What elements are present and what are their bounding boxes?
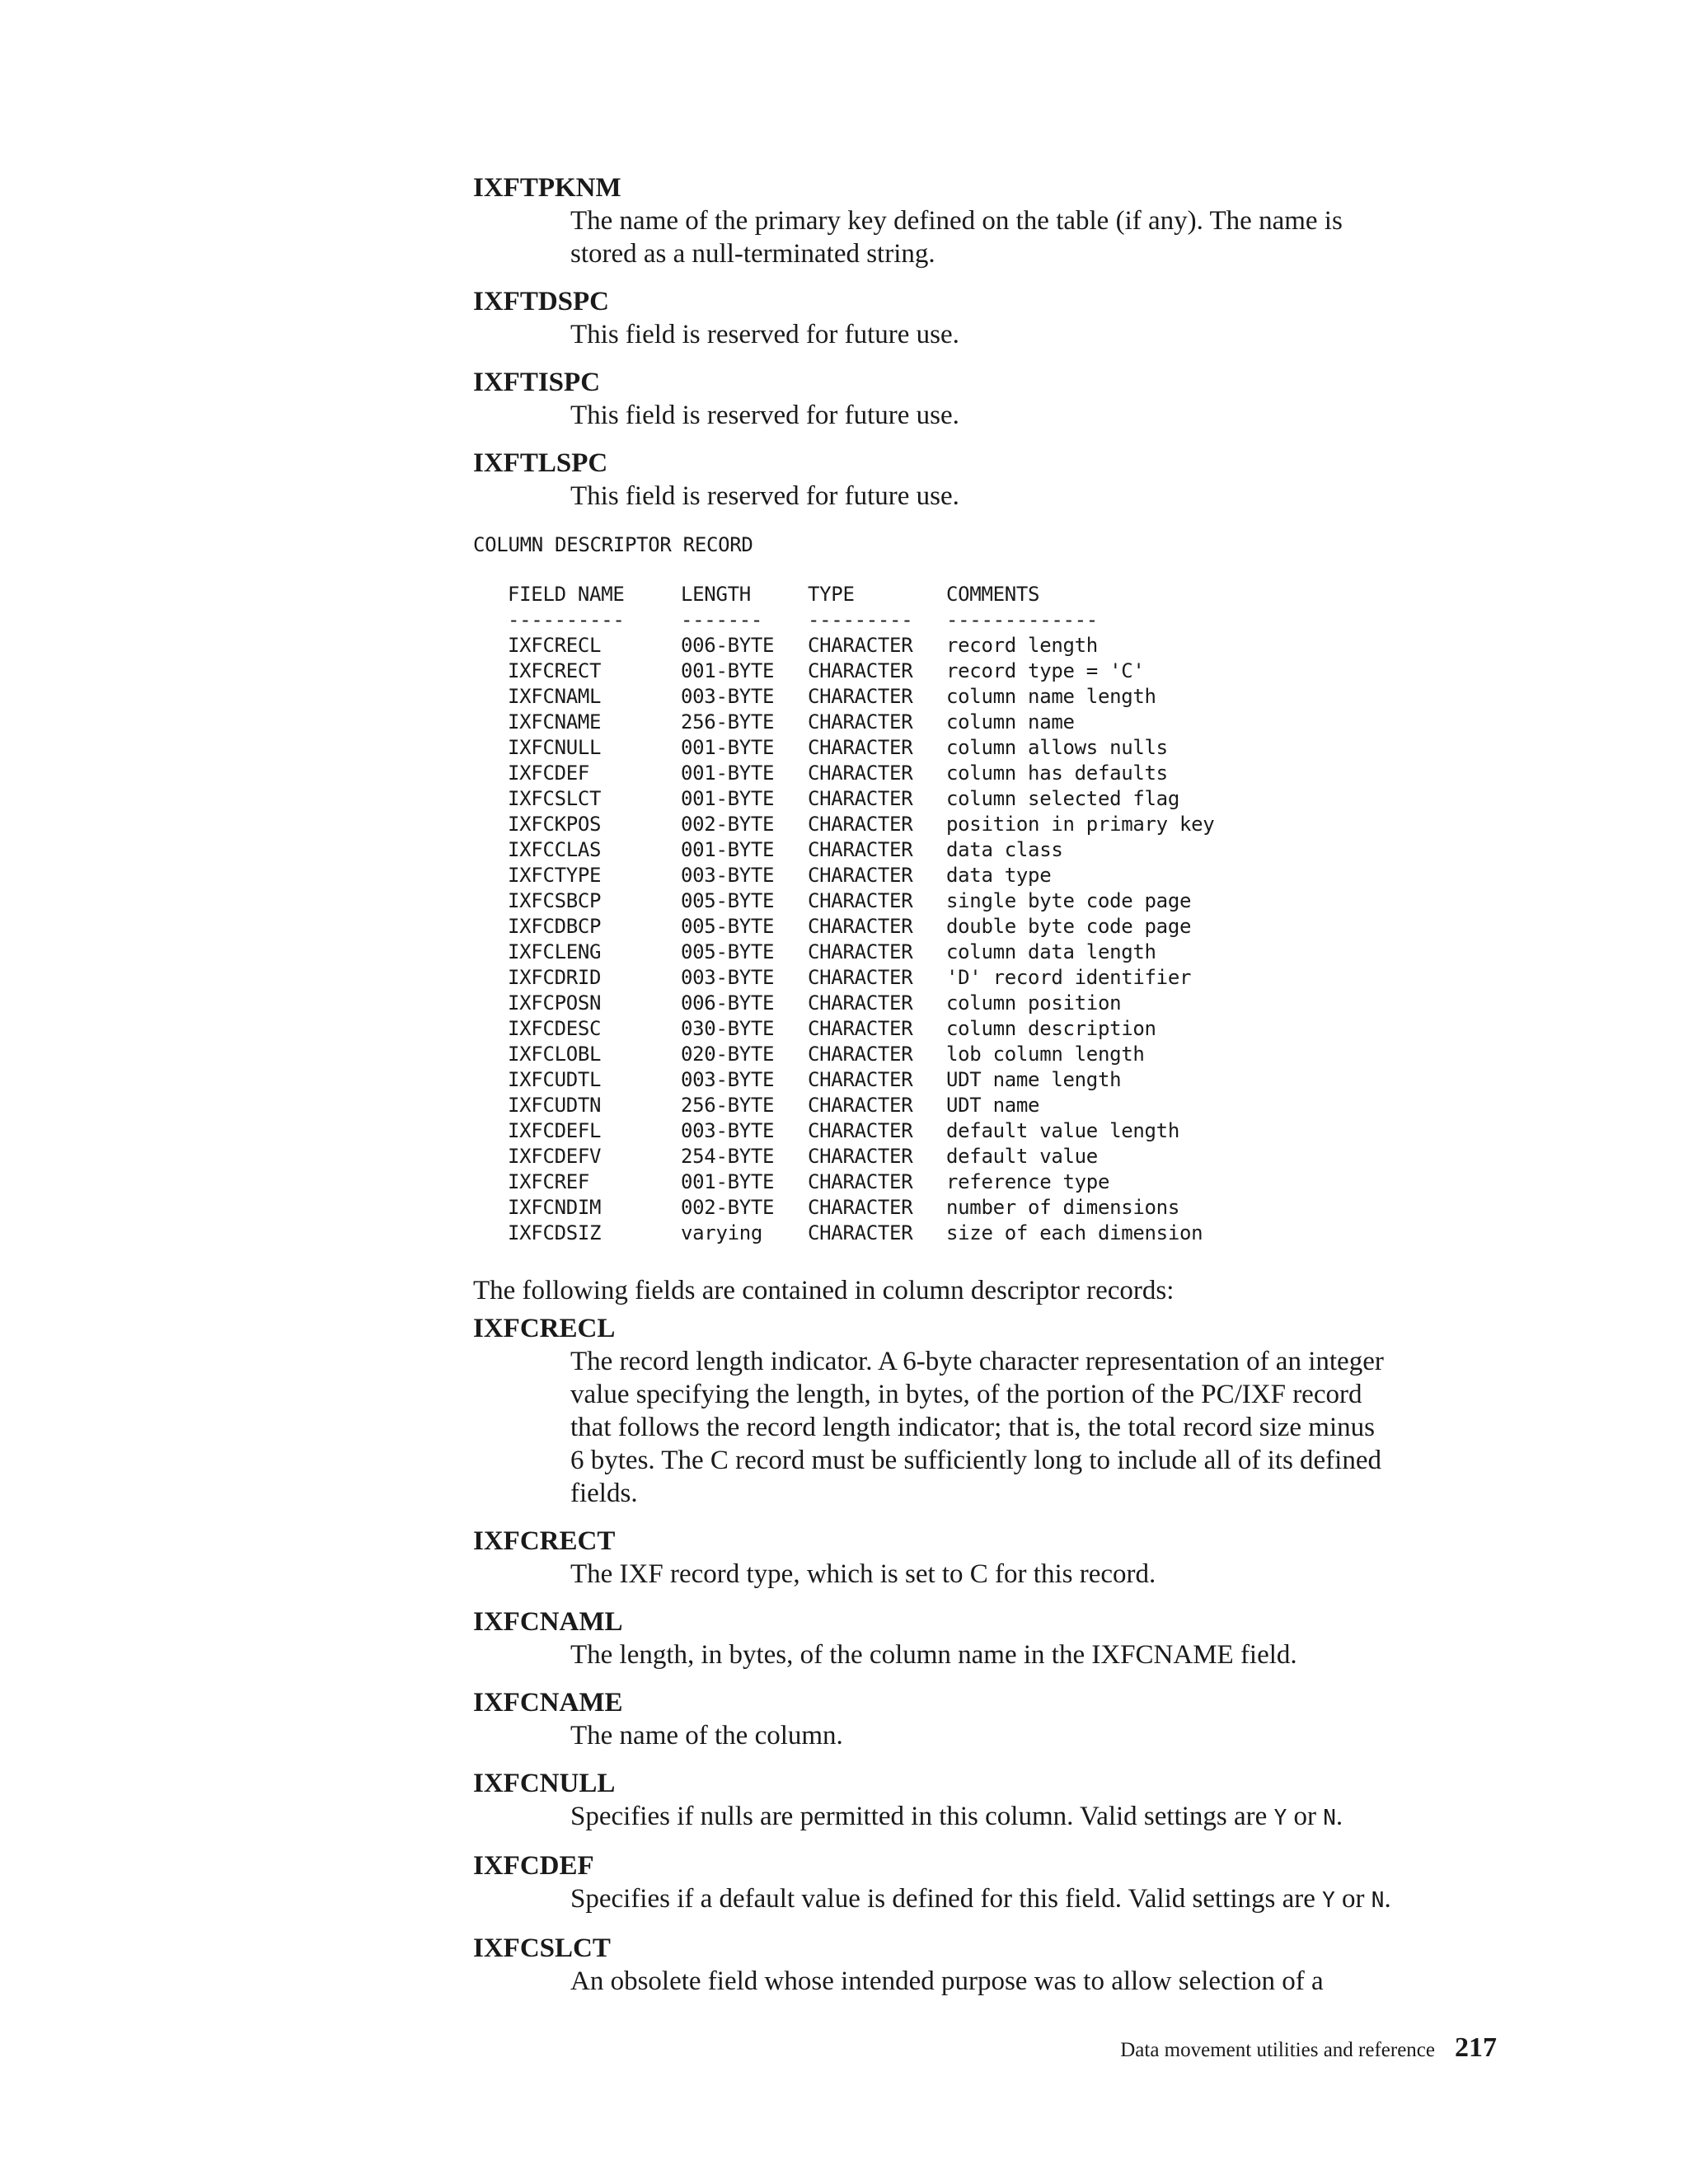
table-cell: 005-BYTE bbox=[681, 915, 775, 938]
table-cell: CHARACTER bbox=[808, 1043, 913, 1066]
table-cell: column name length bbox=[946, 685, 1156, 708]
definition-line: value specifying the length, in bytes, of the portion of the PC/IXF record bbox=[570, 1380, 1362, 1409]
table-cell: column data length bbox=[946, 940, 1156, 963]
table-cell: CHARACTER bbox=[808, 1145, 913, 1168]
table-cell: IXFCPOSN bbox=[508, 991, 602, 1015]
definition-term: IXFCRECT bbox=[473, 1526, 616, 1556]
table-cell: data type bbox=[946, 864, 1052, 887]
definition-term: IXFTDSPC bbox=[473, 287, 610, 316]
definition-text bbox=[570, 399, 1510, 432]
definition-line: that follows the record length indicator; that is, the total record size minus bbox=[570, 1413, 1375, 1442]
table-row bbox=[508, 1169, 1528, 1195]
definition-text bbox=[570, 1558, 1510, 1591]
definition-text bbox=[570, 1638, 1510, 1671]
table-row bbox=[508, 1016, 1528, 1042]
table-row bbox=[508, 1144, 1528, 1169]
table-cell: 002-BYTE bbox=[681, 1196, 775, 1219]
table-cell: CHARACTER bbox=[808, 634, 913, 657]
table-cell: IXFCRECL bbox=[508, 634, 602, 657]
table-cell: CHARACTER bbox=[808, 1119, 913, 1142]
definition-line: The length, in bytes, of the column name in the IXFCNAME field. bbox=[570, 1640, 1297, 1670]
table-row bbox=[508, 888, 1528, 914]
table-cell: IXFCNAML bbox=[508, 685, 602, 708]
bottom-definition-list bbox=[473, 1312, 1528, 1767]
table-row bbox=[508, 658, 1528, 684]
definition-entry-ixfcnull bbox=[473, 1767, 1528, 1835]
definition-text bbox=[570, 318, 1510, 351]
definition-entry bbox=[473, 1686, 1528, 1752]
table-cell: size of each dimension bbox=[946, 1221, 1203, 1244]
definition-entry bbox=[473, 1312, 1528, 1510]
definition-line: The record length indicator. A 6-byte character representation of an integer bbox=[570, 1347, 1384, 1376]
table-cell: position in primary key bbox=[946, 813, 1215, 836]
table-cell: 030-BYTE bbox=[681, 1017, 775, 1040]
table-cell: 001-BYTE bbox=[681, 736, 775, 759]
table-cell: 006-BYTE bbox=[681, 634, 775, 657]
definition-term: IXFTISPC bbox=[473, 368, 601, 397]
document-page bbox=[473, 171, 1528, 1998]
definition-entry bbox=[473, 1605, 1528, 1671]
footer-title: Data movement utilities and reference bbox=[1120, 2039, 1435, 2061]
table-row bbox=[508, 761, 1528, 786]
table-rule-row bbox=[508, 607, 1528, 633]
table-cell: FIELD NAME bbox=[508, 583, 625, 606]
table-cell: number of dimensions bbox=[946, 1196, 1179, 1219]
table-row bbox=[508, 991, 1528, 1016]
table-row bbox=[508, 633, 1528, 658]
table-cell: 256-BYTE bbox=[681, 710, 775, 733]
table-cell: CHARACTER bbox=[808, 889, 913, 912]
table-row bbox=[508, 786, 1528, 812]
definition-line: This field is reserved for future use. bbox=[570, 481, 959, 511]
table-cell: 001-BYTE bbox=[681, 659, 775, 682]
definition-term: IXFTLSPC bbox=[473, 448, 608, 478]
table-row bbox=[508, 684, 1528, 710]
definition-line: This field is reserved for future use. bbox=[570, 320, 959, 349]
table-cell: CHARACTER bbox=[808, 1170, 913, 1193]
table-row bbox=[508, 1195, 1528, 1221]
definition-text bbox=[570, 1800, 1510, 1835]
table-cell: IXFCRECT bbox=[508, 659, 602, 682]
table-cell: column name bbox=[946, 710, 1075, 733]
table-cell: CHARACTER bbox=[808, 1068, 913, 1091]
table-cell: IXFCDBCP bbox=[508, 915, 602, 938]
table-cell: column selected flag bbox=[946, 787, 1179, 810]
definition-text-part: Specifies if a default value is defined for this field. Valid settings are bbox=[570, 1884, 1323, 1914]
table-cell: column has defaults bbox=[946, 762, 1168, 785]
column-descriptor-table bbox=[508, 582, 1528, 1246]
table-cell: 006-BYTE bbox=[681, 991, 775, 1015]
table-cell: CHARACTER bbox=[808, 915, 913, 938]
definition-entry bbox=[473, 366, 1528, 432]
table-cell: IXFCSLCT bbox=[508, 787, 602, 810]
table-cell: IXFCUDTL bbox=[508, 1068, 602, 1091]
table-cell: CHARACTER bbox=[808, 1017, 913, 1040]
inline-code-n: N bbox=[1323, 1806, 1336, 1830]
table-cell: column allows nulls bbox=[946, 736, 1168, 759]
table-cell: 001-BYTE bbox=[681, 787, 775, 810]
definition-line: The IXF record type, which is set to C for this record. bbox=[570, 1559, 1156, 1589]
table-cell: IXFCREF bbox=[508, 1170, 590, 1193]
table-cell: IXFCDESC bbox=[508, 1017, 602, 1040]
definition-text: An obsolete field whose intended purpose was to allow selection of a bbox=[570, 1966, 1324, 1996]
definition-text bbox=[570, 1719, 1510, 1752]
table-header-row bbox=[508, 582, 1528, 607]
table-cell: UDT name bbox=[946, 1094, 1040, 1117]
table-cell: 'D' record identifier bbox=[946, 966, 1192, 989]
table-cell: ---------- bbox=[508, 608, 625, 631]
table-row bbox=[508, 1118, 1528, 1144]
table-cell: record length bbox=[946, 634, 1098, 657]
definition-entry bbox=[473, 1525, 1528, 1591]
table-row bbox=[508, 914, 1528, 940]
table-cell: 002-BYTE bbox=[681, 813, 775, 836]
definition-term: IXFCNULL bbox=[473, 1769, 616, 1798]
definition-line: stored as a null-terminated string. bbox=[570, 239, 935, 269]
definition-text-part: Specifies if nulls are permitted in this column. Valid settings are bbox=[570, 1802, 1274, 1831]
definition-text bbox=[570, 1882, 1510, 1917]
table-cell: IXFCDEF bbox=[508, 762, 590, 785]
definition-entry-ixfcdef bbox=[473, 1849, 1528, 1917]
table-cell: CHARACTER bbox=[808, 787, 913, 810]
table-row bbox=[508, 1067, 1528, 1093]
table-cell: column description bbox=[946, 1017, 1156, 1040]
table-cell: varying bbox=[681, 1221, 763, 1244]
table-cell: 003-BYTE bbox=[681, 966, 775, 989]
definition-line: This field is reserved for future use. bbox=[570, 401, 959, 430]
table-cell: UDT name length bbox=[946, 1068, 1122, 1091]
table-cell: 005-BYTE bbox=[681, 940, 775, 963]
table-cell: CHARACTER bbox=[808, 736, 913, 759]
table-cell: reference type bbox=[946, 1170, 1110, 1193]
table-cell: CHARACTER bbox=[808, 1094, 913, 1117]
table-cell: 005-BYTE bbox=[681, 889, 775, 912]
table-cell: IXFCDRID bbox=[508, 966, 602, 989]
table-cell: CHARACTER bbox=[808, 864, 913, 887]
table-cell: 020-BYTE bbox=[681, 1043, 775, 1066]
table-cell: IXFCDSIZ bbox=[508, 1221, 602, 1244]
table-cell: IXFCCLAS bbox=[508, 838, 602, 861]
definition-text-part: or bbox=[1334, 1884, 1372, 1914]
table-cell: IXFCNULL bbox=[508, 736, 602, 759]
table-cell: 001-BYTE bbox=[681, 1170, 775, 1193]
table-cell: ------------- bbox=[946, 608, 1098, 631]
definition-term: IXFCDEF bbox=[473, 1851, 594, 1881]
definition-line: 6 bytes. The C record must be sufficiently long to include all of its defined bbox=[570, 1446, 1381, 1475]
table-cell: CHARACTER bbox=[808, 813, 913, 836]
table-cell: 254-BYTE bbox=[681, 1145, 775, 1168]
table-row bbox=[508, 710, 1528, 735]
table-row bbox=[508, 965, 1528, 991]
table-cell: CHARACTER bbox=[808, 762, 913, 785]
definition-text bbox=[570, 480, 1510, 513]
table-cell: TYPE bbox=[808, 583, 855, 606]
definition-entry-ixfcslct bbox=[473, 1932, 1528, 1998]
table-cell: CHARACTER bbox=[808, 1196, 913, 1219]
table-row bbox=[508, 735, 1528, 761]
table-cell: IXFCUDTN bbox=[508, 1094, 602, 1117]
table-cell: 003-BYTE bbox=[681, 1119, 775, 1142]
table-cell: IXFCNDIM bbox=[508, 1196, 602, 1219]
definition-text-part: . bbox=[1335, 1802, 1343, 1831]
table-row bbox=[508, 940, 1528, 965]
table-row bbox=[508, 1042, 1528, 1067]
code-title: COLUMN DESCRIPTOR RECORD bbox=[473, 533, 753, 556]
table-cell: IXFCDEFV bbox=[508, 1145, 602, 1168]
table-cell: IXFCNAME bbox=[508, 710, 602, 733]
page-number: 217 bbox=[1455, 2032, 1497, 2063]
table-cell: record type = 'C' bbox=[946, 659, 1145, 682]
table-cell: 003-BYTE bbox=[681, 1068, 775, 1091]
definition-term: IXFTPKNM bbox=[473, 173, 621, 203]
definition-entry bbox=[473, 171, 1528, 270]
table-cell: IXFCLOBL bbox=[508, 1043, 602, 1066]
table-cell: data class bbox=[946, 838, 1063, 861]
table-row bbox=[508, 837, 1528, 863]
table-row bbox=[508, 812, 1528, 837]
page-footer bbox=[1045, 2032, 1497, 2064]
table-cell: 001-BYTE bbox=[681, 762, 775, 785]
table-cell: default value length bbox=[946, 1119, 1179, 1142]
table-cell: IXFCLENG bbox=[508, 940, 602, 963]
table-cell: lob column length bbox=[946, 1043, 1145, 1066]
definition-line: The name of the primary key defined on the table (if any). The name is bbox=[570, 206, 1343, 236]
table-cell: CHARACTER bbox=[808, 1221, 913, 1244]
intro-paragraph: The following fields are contained in column descriptor records: bbox=[473, 1276, 1175, 1305]
definition-term: IXFCRECL bbox=[473, 1314, 616, 1343]
inline-code-n: N bbox=[1371, 1888, 1385, 1913]
table-cell: 003-BYTE bbox=[681, 864, 775, 887]
table-cell: CHARACTER bbox=[808, 659, 913, 682]
definition-text bbox=[570, 1345, 1510, 1510]
inline-code-y: Y bbox=[1273, 1806, 1287, 1830]
inline-code-y: Y bbox=[1322, 1888, 1335, 1913]
table-cell: 001-BYTE bbox=[681, 838, 775, 861]
definition-term: IXFCNAME bbox=[473, 1688, 623, 1718]
table-row bbox=[508, 1093, 1528, 1118]
table-cell: --------- bbox=[808, 608, 913, 631]
definition-text-part: . bbox=[1384, 1884, 1391, 1914]
table-cell: COMMENTS bbox=[946, 583, 1040, 606]
definition-line: The name of the column. bbox=[570, 1721, 843, 1750]
top-definition-list bbox=[473, 171, 1528, 527]
table-cell: column position bbox=[946, 991, 1122, 1015]
table-cell: IXFCKPOS bbox=[508, 813, 602, 836]
table-cell: LENGTH bbox=[681, 583, 751, 606]
definition-entry bbox=[473, 447, 1528, 513]
table-cell: IXFCSBCP bbox=[508, 889, 602, 912]
table-cell: IXFCDEFL bbox=[508, 1119, 602, 1142]
definition-text bbox=[570, 204, 1510, 270]
table-cell: single byte code page bbox=[946, 889, 1192, 912]
table-cell: default value bbox=[946, 1145, 1098, 1168]
definition-line: fields. bbox=[570, 1479, 638, 1508]
table-cell: 256-BYTE bbox=[681, 1094, 775, 1117]
definition-term: IXFCNAML bbox=[473, 1607, 623, 1637]
table-row bbox=[508, 863, 1528, 888]
table-cell: IXFCTYPE bbox=[508, 864, 602, 887]
definition-text-part: or bbox=[1287, 1802, 1324, 1831]
table-cell: double byte code page bbox=[946, 915, 1192, 938]
definition-term: IXFCSLCT bbox=[473, 1933, 611, 1963]
definition-entry bbox=[473, 285, 1528, 351]
table-row bbox=[508, 1221, 1528, 1246]
table-cell: CHARACTER bbox=[808, 991, 913, 1015]
table-cell: ------- bbox=[681, 608, 763, 631]
table-cell: 003-BYTE bbox=[681, 685, 775, 708]
table-cell: CHARACTER bbox=[808, 685, 913, 708]
table-cell: CHARACTER bbox=[808, 966, 913, 989]
table-cell: CHARACTER bbox=[808, 710, 913, 733]
table-cell: CHARACTER bbox=[808, 940, 913, 963]
table-cell: CHARACTER bbox=[808, 838, 913, 861]
